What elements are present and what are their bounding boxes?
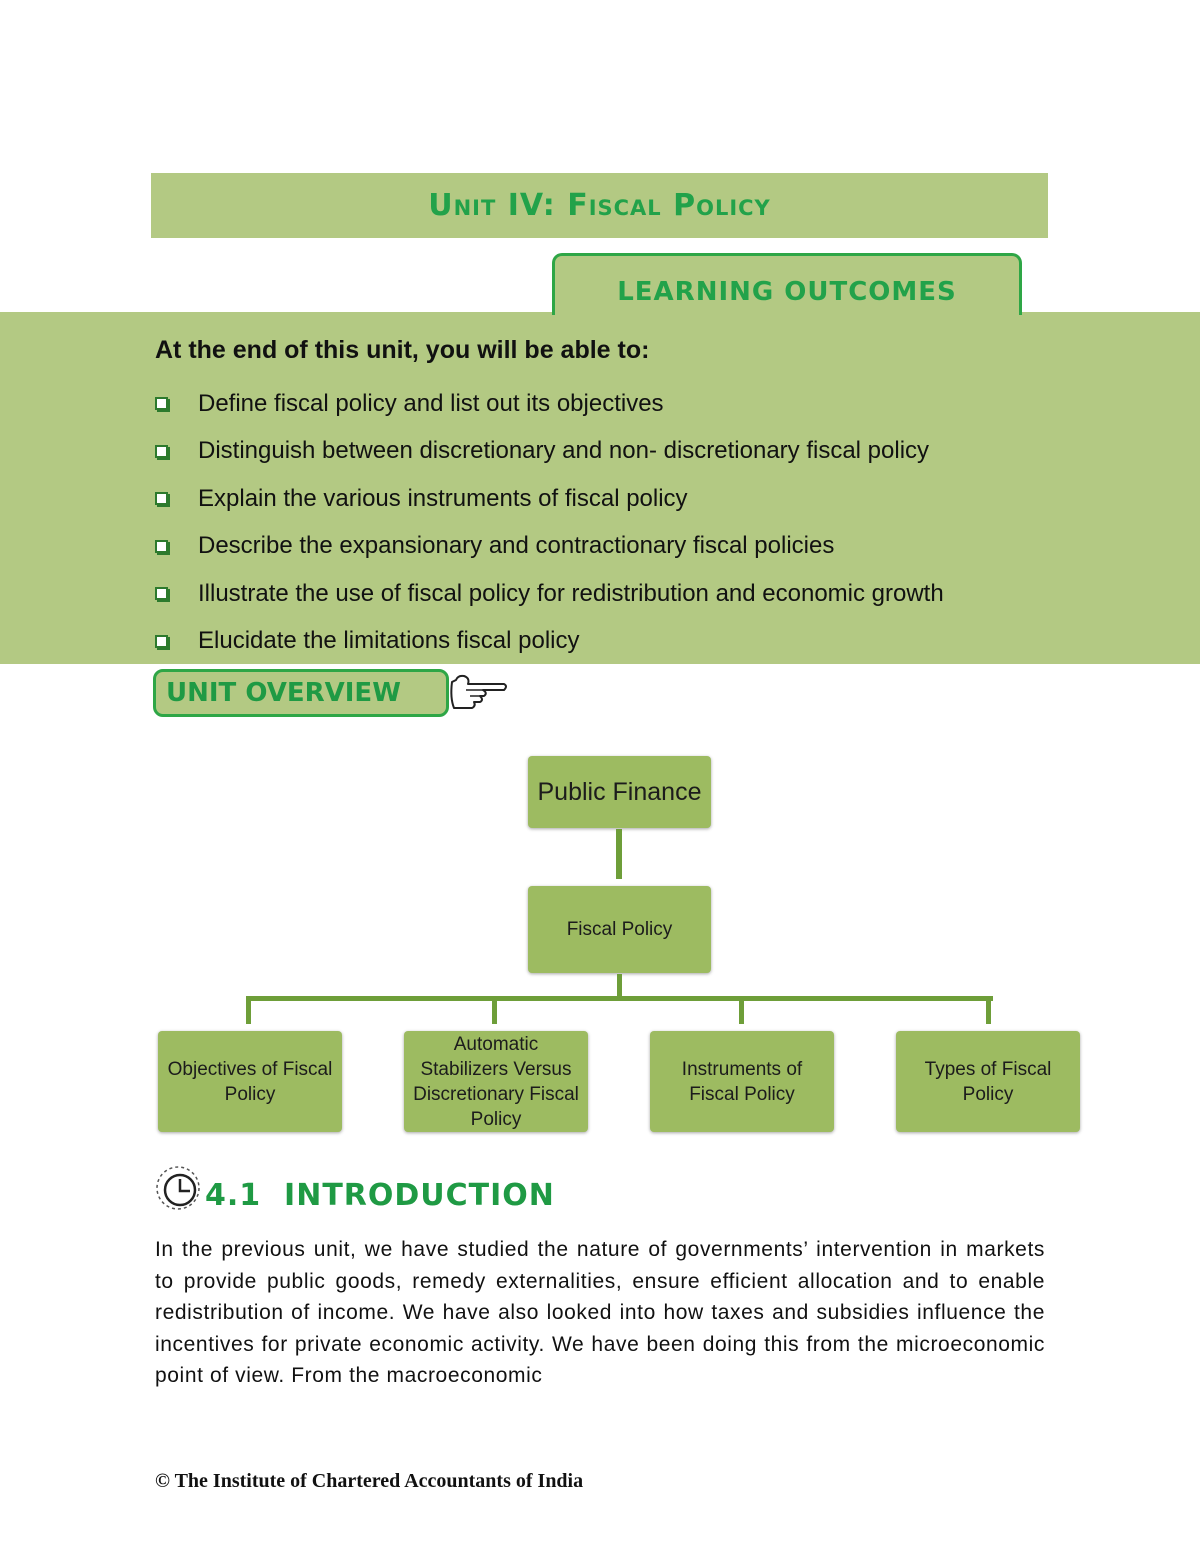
unit-overview-badge — [153, 669, 449, 717]
clock-icon — [152, 1164, 204, 1212]
copyright-footer: © The Institute of Chartered Accountants of India — [155, 1470, 584, 1492]
learning-outcomes-tab — [552, 253, 1022, 315]
checkbox-bullet-icon — [155, 587, 168, 600]
chart-node-types: Types of Fiscal Policy — [896, 1031, 1080, 1132]
chart-node-automatic-stabilizers: Automatic Stabilizers Versus Discretionary Fiscal Policy — [404, 1031, 588, 1132]
chart-node-objectives: Objectives of Fiscal Policy — [158, 1031, 342, 1132]
unit-overview-heading: UNIT OVERVIEW — [166, 678, 401, 708]
outcome-text: Define fiscal policy and list out its objectives — [198, 389, 664, 417]
checkbox-bullet-icon — [155, 635, 168, 648]
chart-node-public-finance: Public Finance — [528, 756, 711, 828]
connector-line — [246, 996, 993, 1001]
outcome-text: Describe the expansionary and contractionary fiscal policies — [198, 532, 835, 560]
checkbox-bullet-icon — [155, 540, 168, 553]
section-number: 4.1 — [205, 1178, 262, 1213]
unit-title-banner — [151, 173, 1048, 238]
chart-node-instruments: Instruments of Fiscal Policy — [650, 1031, 834, 1132]
learning-outcomes-heading: LEARNING OUTCOMES — [617, 276, 957, 307]
connector-line — [616, 829, 622, 879]
checkbox-bullet-icon — [155, 445, 168, 458]
checkbox-bullet-icon — [155, 492, 168, 505]
section-title: INTRODUCTION — [284, 1178, 555, 1213]
outcome-text: Elucidate the limitations fiscal policy — [198, 627, 580, 655]
introduction-paragraph: In the previous unit, we have studied the nature of governments’ intervention in markets to provide public goods, remedy externalities, ensure efficient allocation and to enable redistribution of income. We have also looked into how taxes and subsidies influence the incentives for private economic activity. We have been doing this from the microeconomic point of view. From the macroeconomic — [155, 1238, 1045, 1388]
connector-line — [739, 996, 744, 1024]
list-item — [155, 618, 1165, 666]
connector-line — [246, 996, 251, 1024]
list-item — [155, 570, 1165, 618]
list-item — [155, 380, 1165, 428]
section-heading — [205, 1178, 555, 1213]
list-item — [155, 428, 1165, 476]
outcome-text: Illustrate the use of fiscal policy for redistribution and economic growth — [198, 579, 944, 607]
unit-title: Unit IV: Fiscal Policy — [428, 188, 771, 223]
pointing-hand-icon — [446, 672, 508, 716]
connector-line — [986, 996, 991, 1024]
learning-outcomes-list — [155, 380, 1165, 665]
list-item — [155, 523, 1165, 571]
learning-outcomes-intro: At the end of this unit, you will be able to: — [155, 336, 650, 364]
outcome-text: Distinguish between discretionary and non- discretionary fiscal policy — [198, 437, 930, 465]
list-item — [155, 475, 1165, 523]
outcome-text: Explain the various instruments of fiscal policy — [198, 484, 688, 512]
connector-line — [492, 996, 497, 1024]
checkbox-bullet-icon — [155, 397, 168, 410]
chart-node-fiscal-policy: Fiscal Policy — [528, 886, 711, 973]
